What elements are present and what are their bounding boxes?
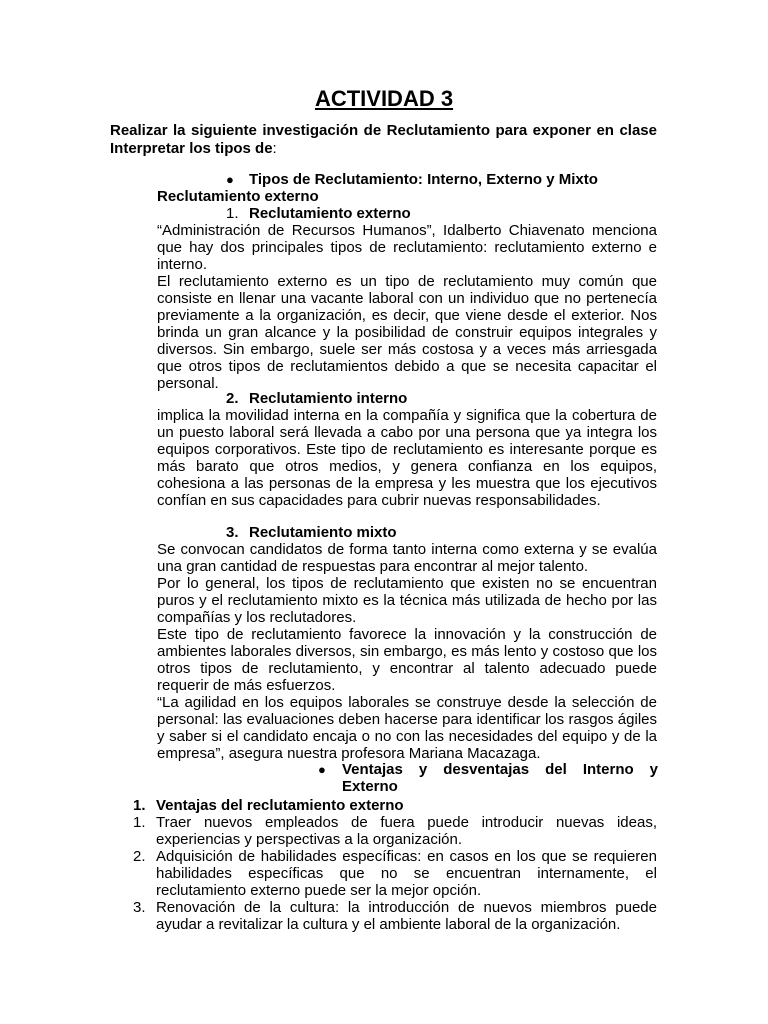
bullet-dot-icon: ● [226,172,234,187]
item-number-1: 1. [226,205,239,222]
item-number-2: 2. [226,390,239,407]
list-item-text: Renovación de la cultura: la introducción de nuevos miembros puede ayudar a revitalizar la cultura y el ambiente laboral de la organización. [156,899,657,933]
paragraph-mixto-1: Se convocan candidatos de forma tanto interna como externa y se evalúa una gran cantidad de respuestas para encontrar al mejor talento. [157,541,657,575]
paragraph-chiavenato: “Administración de Recursos Humanos”, Idalberto Chiavenato menciona que hay dos principales tipos de reclutamiento: reclutamiento externo e interno. [157,222,657,273]
bullet-text: Tipos de Reclutamiento: Interno, Externo y Mixto [249,171,598,188]
heading-ventajas-externo: Ventajas del reclutamiento externo [156,797,404,814]
list-item-number: 2. [133,848,146,865]
bullet-ventajas-desventajas [318,761,658,795]
list-item [133,899,657,933]
list-item-number: 1. [133,814,146,831]
list-item-number: 3. [133,899,146,916]
list-item-text: Traer nuevos empleados de fuera puede introducir nuevas ideas, experiencias y perspectivas a la organización. [156,814,657,848]
list-item-text: Adquisición de habilidades específicas: en casos en los que se requieren habilidades específicas que no se encuentran internamente, el reclutamiento externo puede ser la mejor opción. [156,848,657,899]
page-title: ACTIVIDAD 3 [314,86,454,111]
paragraph-mixto-3: Este tipo de reclutamiento favorece la innovación y la construcción de ambientes laborales diversos, sin embargo, es más lento y costoso que los otros tipos de reclutamiento, y encontrar al talento adecuado puede requerir de más esfuerzos. [157,626,657,694]
heading-reclutamiento-interno: Reclutamiento interno [249,390,408,407]
paragraph-interno: implica la movilidad interna en la compañía y significa que la cobertura de un puesto laboral será llevada a cabo por una persona que ya integra los equipos corporativos. Este tipo de reclutamiento es interesante porque es más barato que otros medios, y genera confianza en los equipos, cohesiona a las personas de la empresa y les muestra que los ejecutivos confían en sus capacidades para cubrir nuevas responsabilidades. [157,407,657,509]
list-item [133,814,657,848]
item-number-3: 3. [226,524,239,541]
bullet-text-line1: Ventajas y desventajas del Interno y [342,761,658,778]
intro-colon: : [272,140,277,157]
paragraph-mixto-quote: “La agilidad en los equipos laborales se construye desde la selección de personal: las evaluaciones deben hacerse para identificar los rasgos ágiles y saber si el candidato encaja o no con las necesidades del equipo y de la empresa”, asegura nuestra profesora Mariana Macazaga. [157,694,657,762]
paragraph-mixto-2: Por lo general, los tipos de reclutamiento que existen no se encuentran puros y el reclutamiento mixto es la técnica más utilizada de hecho por las compañías y los reclutadores. [157,575,657,626]
heading-reclutamiento-mixto: Reclutamiento mixto [249,524,397,541]
list-item [133,848,657,899]
paragraph-externo-definicion: El reclutamiento externo es un tipo de reclutamiento muy común que consiste en llenar una vacante laboral con un individuo que no pertenecía previamente a la organización, es decir, que viene desde el exterior. Nos brinda un gran alcance y la posibilidad de construir equipos integrales y diversos. Sin embargo, suele ser más costosa y a veces más arriesgada que otros tipos de reclutamientos debido a que se necesita capacitar el personal. [157,273,657,392]
bullet-text-line2: Externo [342,778,398,795]
heading-number-ventajas: 1. [133,797,146,814]
heading-reclutamiento-externo: Reclutamiento externo [249,205,411,222]
subheading-reclutamiento-externo: Reclutamiento externo [157,188,319,205]
ventajas-list [133,814,657,933]
bullet-dot-icon: ● [318,762,326,777]
intro-paragraph [110,122,657,158]
intro-text: Realizar la siguiente investigación de Reclutamiento para exponer en clase Interpretar los tipos de [110,122,657,157]
